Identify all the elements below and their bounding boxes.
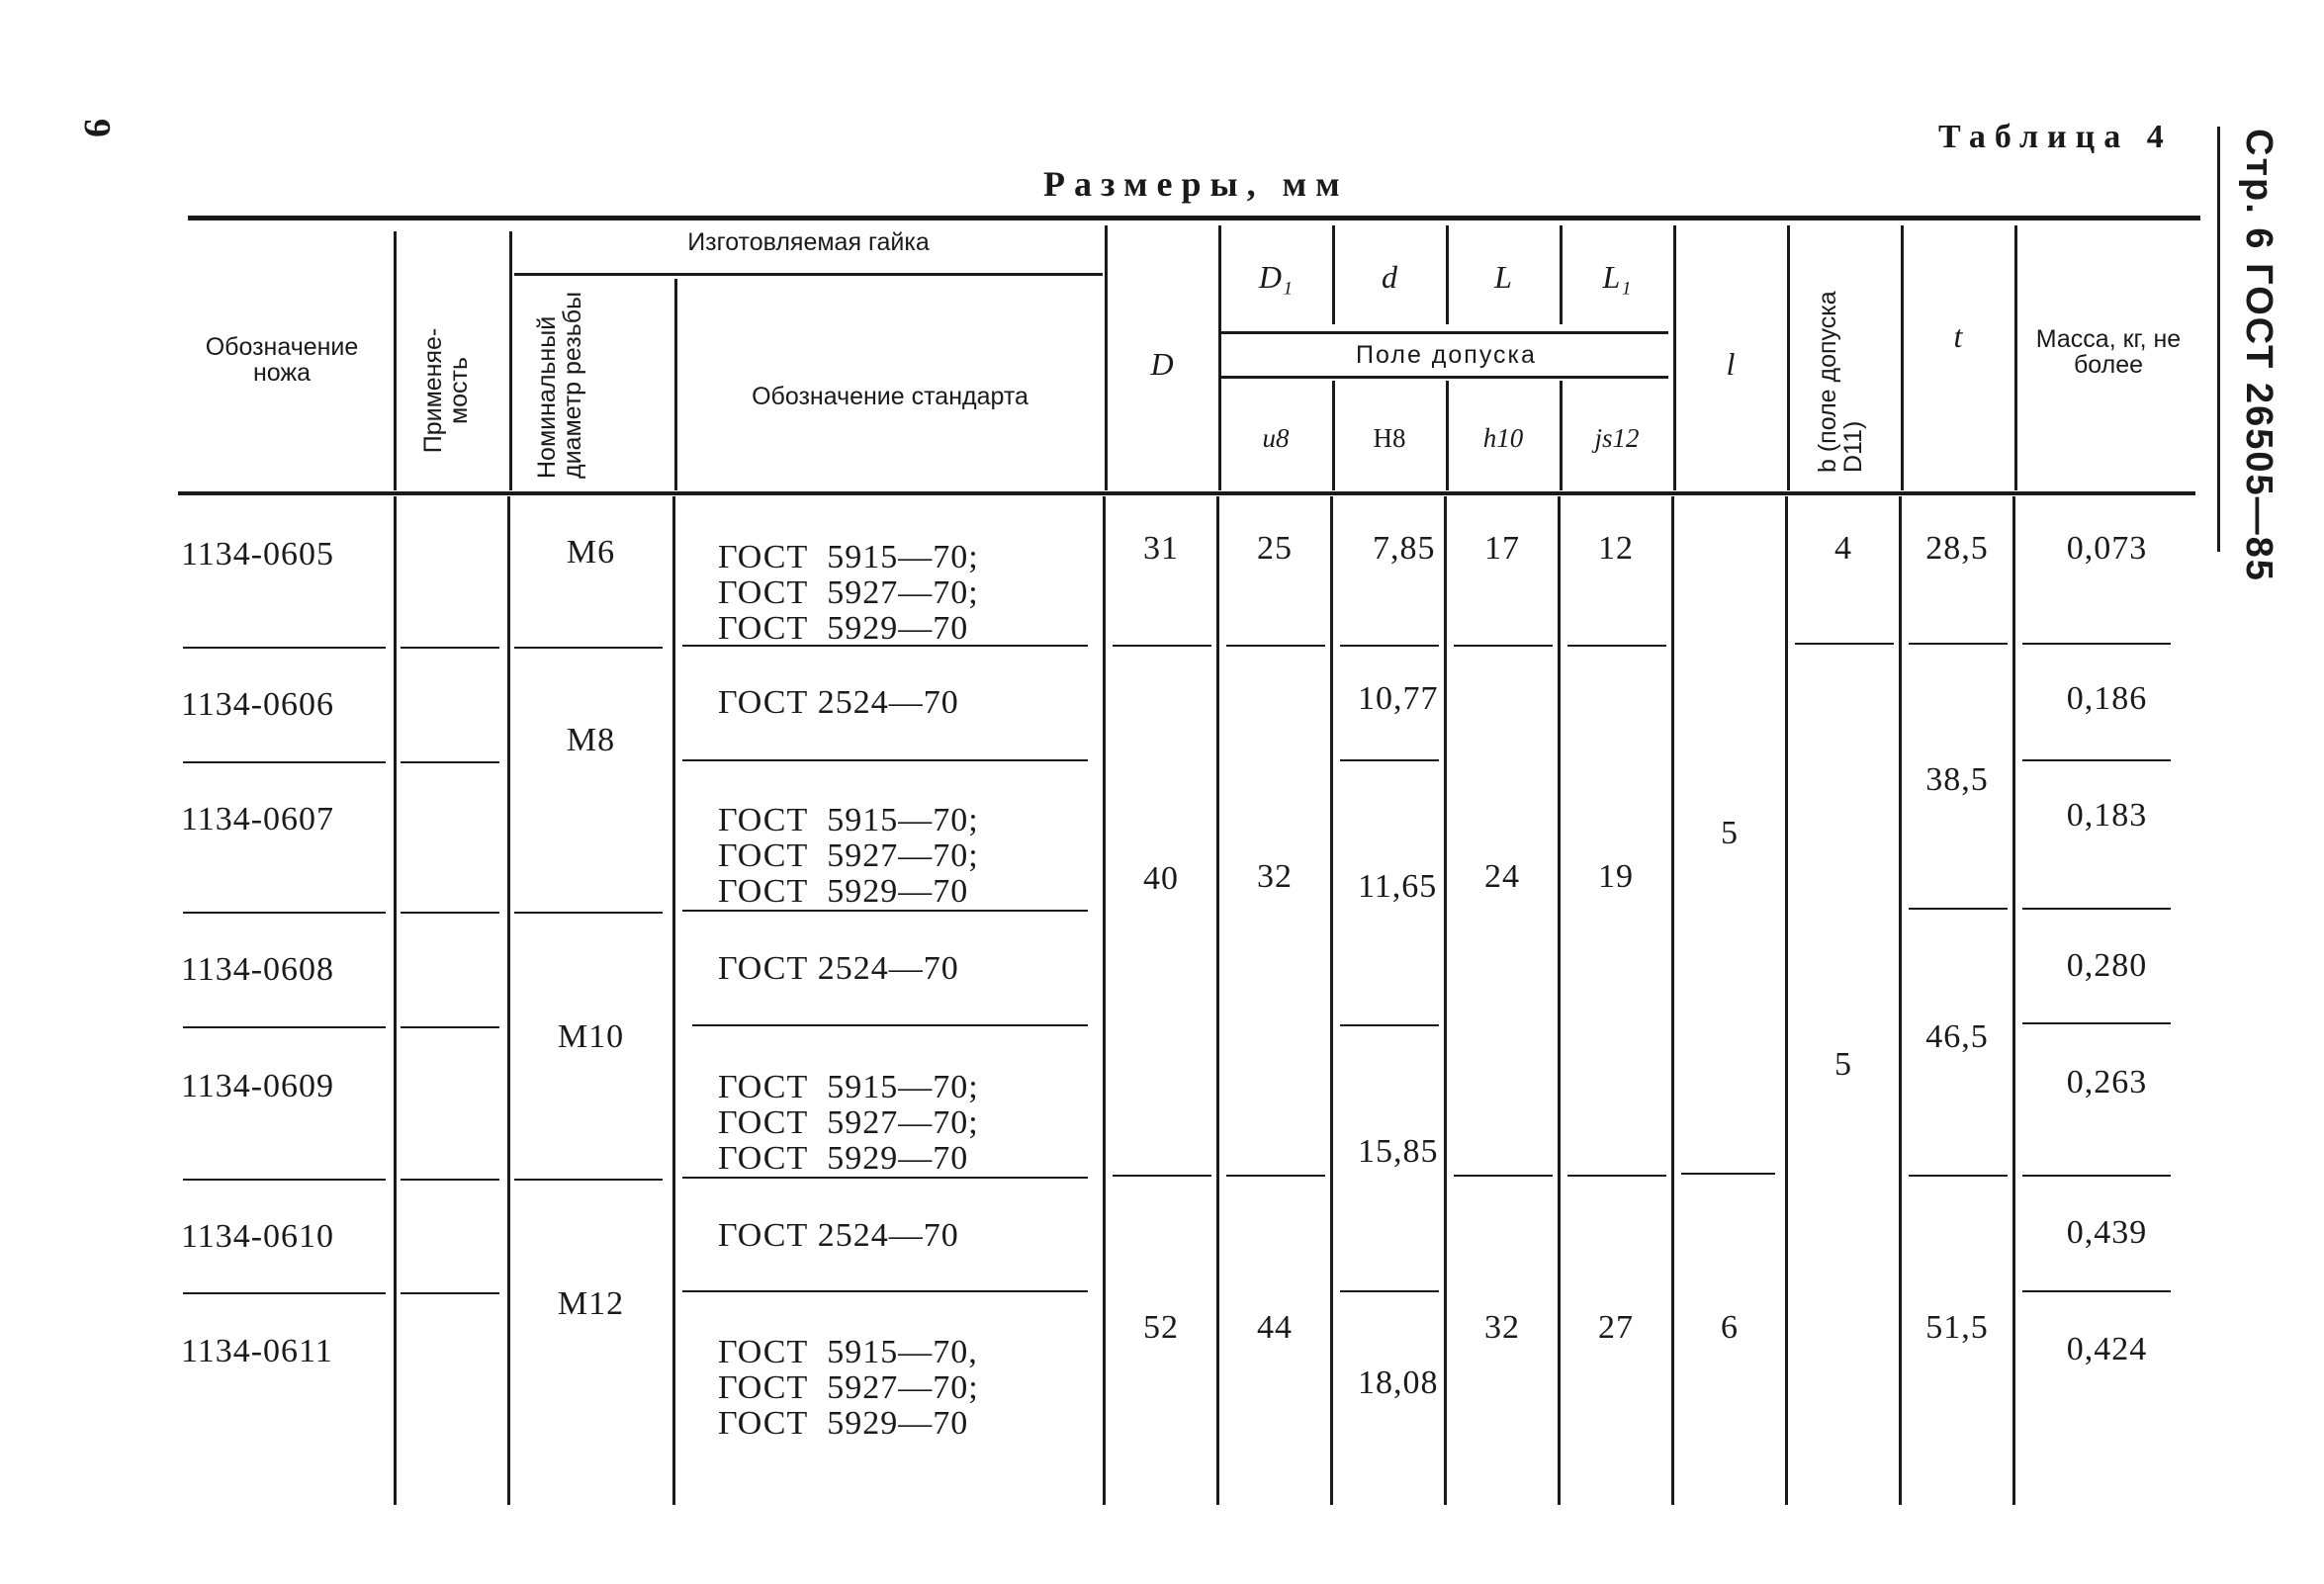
col-b-header: b (поле допуска D11) [1814,291,1868,473]
thread-cell: M12 [557,1285,625,1322]
standard-cell: ГОСТ 2524—70 [718,684,959,721]
knife-cell: 1134-0609 [181,1068,335,1104]
L-cell: 32 [1484,1309,1520,1346]
L1-cell: 19 [1598,858,1634,895]
col-L-header: L [1494,259,1512,295]
l-cell: 6 [1721,1309,1739,1346]
d-cell: 15,85 [1358,1133,1439,1170]
tolerance-field-header: Поле допуска [1356,341,1537,369]
t-cell: 46,5 [1925,1018,1989,1055]
L1-cell: 12 [1598,530,1634,567]
col-D1-header: D₁ [1258,259,1294,295]
standard-cell: ГОСТ 5915—70, ГОСТ 5927—70; ГОСТ 5929—70 [718,1334,979,1442]
standard-cell: ГОСТ 5915—70; ГОСТ 5927—70; ГОСТ 5929—70 [718,1069,979,1177]
col-t-header: t [1953,318,1963,354]
standard-cell: ГОСТ 5915—70; ГОСТ 5927—70; ГОСТ 5929—70 [718,539,979,647]
b-cell: 4 [1834,530,1852,567]
col-standard-header: Обозначение стандарта [752,383,1028,410]
knife-cell: 1134-0611 [181,1333,333,1369]
d-cell: 18,08 [1358,1364,1439,1401]
L1-cell: 27 [1598,1309,1634,1346]
knife-cell: 1134-0607 [181,801,335,837]
mass-cell: 0,439 [2066,1214,2148,1251]
col-nut-group-header: Изготовляемая гайка [687,228,930,256]
mass-cell: 0,073 [2066,530,2148,567]
col-L-tolerance: h10 [1482,423,1524,453]
mass-cell: 0,263 [2066,1064,2148,1100]
mass-cell: 0,186 [2066,680,2148,717]
col-l-header: l [1726,346,1736,382]
standard-cell: ГОСТ 5915—70; ГОСТ 5927—70; ГОСТ 5929—70 [718,802,979,910]
knife-cell: 1134-0605 [181,536,335,572]
units-title: Размеры, мм [1043,164,1349,204]
col-D1-tolerance: u8 [1262,423,1290,453]
D1-cell: 32 [1257,858,1293,895]
t-cell: 51,5 [1925,1309,1989,1346]
mass-cell: 0,183 [2066,797,2148,834]
d-cell: 10,77 [1358,680,1439,717]
D1-cell: 25 [1257,530,1293,567]
L-cell: 24 [1484,858,1520,895]
D1-cell: 44 [1257,1309,1293,1346]
table-label: Таблица 4 [1938,119,2173,155]
l-cell: 5 [1721,815,1739,851]
standard-cell: ГОСТ 2524—70 [718,1217,959,1254]
col-L1-header: L₁ [1602,259,1632,295]
thread-cell: M10 [557,1018,625,1055]
knife-cell: 1134-0606 [181,686,335,723]
col-knife-header: Обозначение ножа [205,333,359,388]
col-mass-header: Масса, кг, не более [2035,325,2182,380]
D-cell: 31 [1143,530,1179,567]
col-d-header: d [1382,259,1397,295]
knife-cell: 1134-0610 [181,1218,335,1255]
t-cell: 28,5 [1925,530,1989,567]
side-label: Стр. 6 ГОСТ 26505—85 [2238,129,2279,582]
col-L1-tolerance: js12 [1594,423,1640,453]
thread-cell: M6 [566,534,616,571]
knife-cell: 1134-0608 [181,951,335,988]
mass-cell: 0,424 [2066,1331,2148,1367]
d-cell: 7,85 [1373,530,1436,567]
col-applicability-header: Применяе-мость [419,327,474,454]
L-cell: 17 [1484,530,1520,567]
col-d-tolerance: H8 [1373,423,1406,453]
col-D-header: D [1150,346,1174,382]
d-cell: 11,65 [1358,868,1438,905]
t-cell: 38,5 [1925,761,1989,798]
page-number: 9 [76,119,118,137]
b-cell: 5 [1834,1046,1852,1083]
col-thread-diameter-header: Номинальный диаметр резьбы [533,291,587,479]
mass-cell: 0,280 [2066,947,2148,984]
standard-cell: ГОСТ 2524—70 [718,950,959,987]
thread-cell: M8 [566,722,616,758]
D-cell: 52 [1143,1309,1179,1346]
D-cell: 40 [1143,860,1179,897]
side-rule [2217,127,2220,552]
